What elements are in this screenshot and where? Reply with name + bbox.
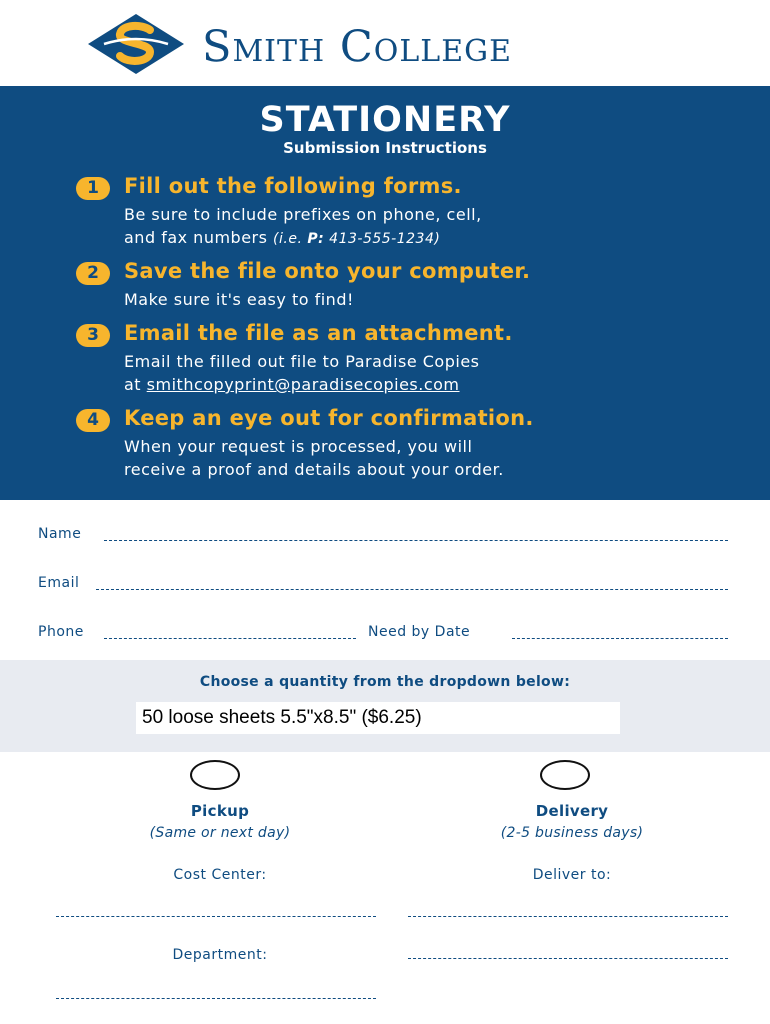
need-by-date-label: Need by Date (368, 624, 471, 640)
phone-field[interactable] (104, 638, 356, 639)
college-name-text: Smith College (202, 22, 512, 72)
page-subtitle: Submission Instructions (283, 139, 487, 157)
step-line-text: and fax numbers (124, 228, 274, 247)
quantity-dropdown[interactable]: 50 loose sheets 5.5"x8.5" ($6.25) (136, 702, 620, 734)
need-by-date-field[interactable] (512, 638, 728, 639)
cost-center-label: Cost Center: (173, 867, 267, 883)
step-line: Make sure it's easy to find! (124, 290, 354, 309)
step-heading: Fill out the following forms. (124, 174, 462, 198)
name-field[interactable] (104, 540, 728, 541)
step-line (124, 226, 482, 251)
email-label: Email (38, 575, 80, 591)
deliver-to-field-line-1[interactable] (408, 916, 728, 917)
cost-center-field[interactable] (56, 916, 376, 917)
step-heading: Keep an eye out for confirmation. (124, 406, 534, 430)
example-number: 413-555-1234) (324, 231, 441, 247)
instructions-panel (0, 86, 770, 500)
page-title: STATIONERY (259, 100, 511, 140)
step-line-text: at (124, 375, 147, 394)
deliver-to-field-line-2[interactable] (408, 958, 728, 959)
quantity-section (0, 660, 770, 752)
delivery-subtitle: (2-5 business days) (500, 825, 644, 841)
phone-example (273, 231, 440, 247)
step-line: When your request is processed, you will (124, 437, 473, 456)
name-label: Name (38, 526, 82, 542)
step-body (124, 350, 480, 396)
deliver-to-label: Deliver to: (532, 867, 612, 883)
step-line: receive a proof and details about your order. (124, 460, 504, 479)
example-p: P: (307, 231, 325, 247)
smith-college-logo-icon (86, 12, 186, 76)
email-field[interactable] (96, 589, 728, 590)
step-number: 4 (76, 409, 110, 432)
phone-label: Phone (38, 624, 84, 640)
step-number: 2 (76, 262, 110, 285)
delivery-title: Delivery (535, 802, 609, 820)
email-link[interactable]: smithcopyprint@paradisecopies.com (146, 375, 460, 394)
department-label: Department: (172, 947, 268, 963)
delivery-radio[interactable] (540, 760, 590, 790)
step-heading: Email the file as an attachment. (124, 321, 513, 345)
example-prefix: (i.e. (273, 231, 308, 247)
step-line: Be sure to include prefixes on phone, cell, (124, 205, 482, 224)
pickup-title: Pickup (190, 802, 250, 820)
college-name (202, 22, 512, 72)
step-number: 3 (76, 324, 110, 347)
department-field[interactable] (56, 998, 376, 999)
quantity-label: Choose a quantity from the dropdown below: (199, 674, 571, 690)
step-line: Email the filled out file to Paradise Copies (124, 352, 480, 371)
step-body (124, 288, 354, 311)
pickup-radio[interactable] (190, 760, 240, 790)
pickup-subtitle: (Same or next day) (149, 825, 291, 841)
step-number: 1 (76, 177, 110, 200)
step-body (124, 435, 504, 481)
step-line (124, 373, 480, 396)
step-heading: Save the file onto your computer. (124, 259, 531, 283)
header (0, 0, 770, 86)
step-body (124, 203, 482, 251)
